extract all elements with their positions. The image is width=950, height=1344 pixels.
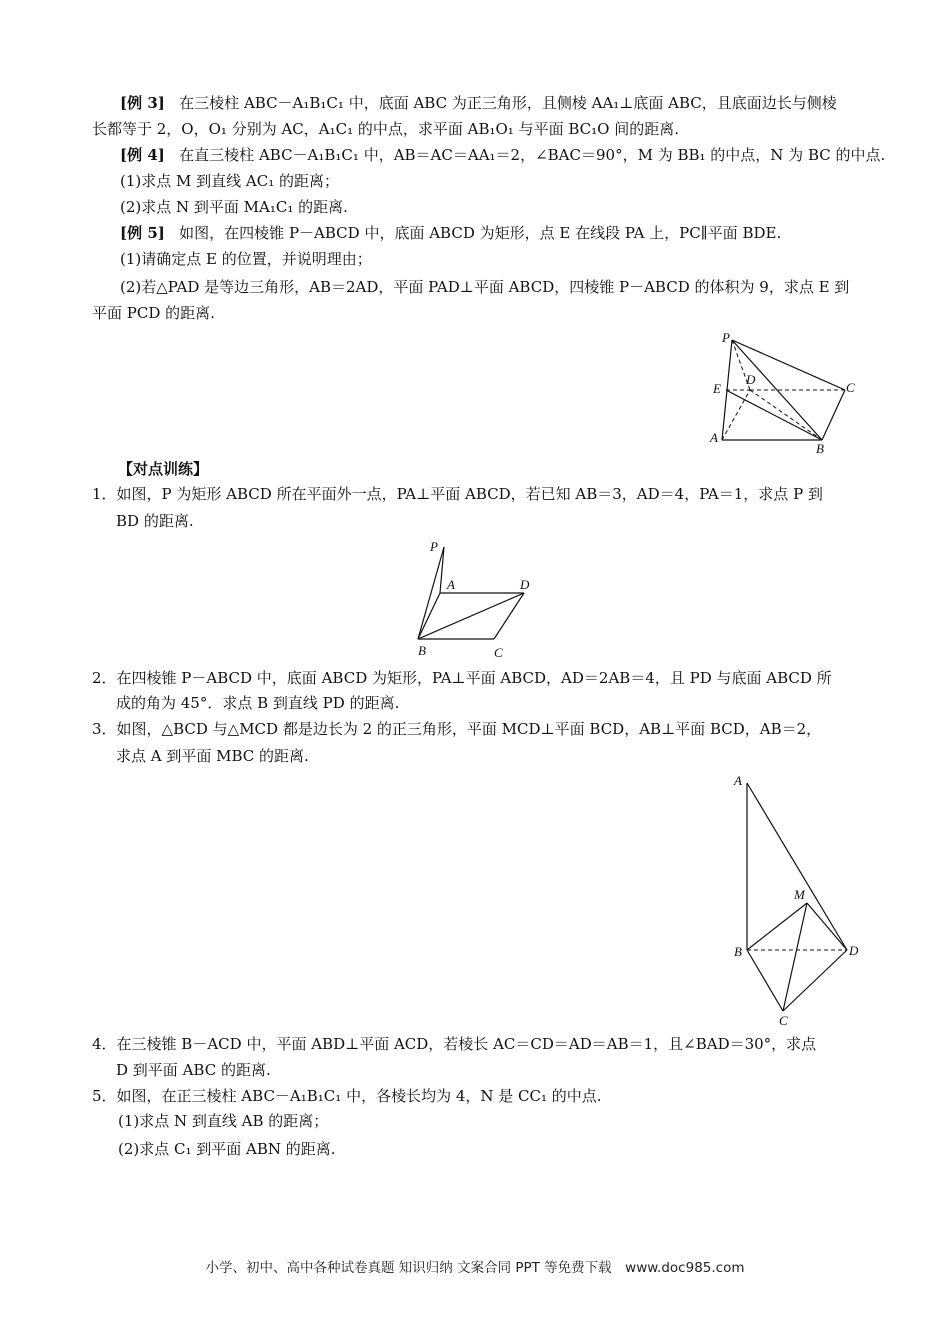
training-heading: 【对点训练】 bbox=[118, 460, 209, 478]
example-5-line-1 bbox=[120, 222, 781, 244]
problem-1-line-1: 1．如图，P 为矩形 ABCD 所在平面外一点，PA⊥平面 ABCD，若已知 AB＝3，AD＝4，PA＝1，求点 P 到 bbox=[92, 485, 823, 503]
problem-4-line-1: 4．在三棱锥 B－ACD 中，平面 ABD⊥平面 ACD，若棱长 AC＝CD＝AD＝AB＝1，且∠BAD＝30°，求点 bbox=[92, 1035, 817, 1053]
problem-5-line-1: 5．如图，在正三棱柱 ABC－A₁B₁C₁ 中，各棱长均为 4，N 是 CC₁ 的中点. bbox=[92, 1087, 602, 1105]
example-3-text: 在三棱柱 ABC－A₁B₁C₁ 中，底面 ABC 为正三角形，且侧棱 AA₁⊥底面 ABC，且底面边长与侧棱 bbox=[179, 94, 837, 112]
example-5-question-2b: 平面 PCD 的距离. bbox=[92, 304, 215, 322]
fig3-label-b: B bbox=[734, 944, 742, 959]
fig-label-b: B bbox=[816, 441, 824, 456]
problem-3-line-1: 3．如图，△BCD 与△MCD 都是边长为 2 的正三角形，平面 MCD⊥平面 BCD，AB⊥平面 BCD，AB＝2， bbox=[92, 720, 822, 738]
rectangle-figure bbox=[400, 535, 540, 665]
example-3-line-1 bbox=[120, 92, 837, 114]
fig3-label-m: M bbox=[794, 887, 805, 902]
example-5-question-1: (1)请确定点 E 的位置，并说明理由； bbox=[120, 250, 372, 268]
pyramid-figure bbox=[700, 328, 870, 458]
problem-4-line-2: D 到平面 ABC 的距离. bbox=[116, 1061, 271, 1079]
example-4-question-1: (1)求点 M 到直线 AC₁ 的距离； bbox=[120, 172, 340, 190]
fig1-label-b: B bbox=[418, 643, 426, 658]
example-3-label: [例 3] bbox=[120, 94, 165, 112]
fig1-label-c: C bbox=[494, 645, 503, 660]
problem-5-question-2: (2)求点 C₁ 到平面 ABN 的距离. bbox=[118, 1140, 336, 1158]
example-4-question-2: (2)求点 N 到平面 MA₁C₁ 的距离. bbox=[120, 198, 348, 216]
problem-2-line-1: 2．在四棱锥 P－ABCD 中，底面 ABCD 为矩形，PA⊥平面 ABCD，AD＝2AB＝4，且 PD 与底面 ABCD 所 bbox=[92, 669, 832, 687]
fig-label-e: E bbox=[713, 381, 721, 396]
example-4-label: [例 4] bbox=[120, 146, 165, 164]
fig-label-a: A bbox=[710, 430, 718, 445]
example-3-line-2: 长都等于 2，O，O₁ 分别为 AC，A₁C₁ 的中点，求平面 AB₁O₁ 与平面 BC₁O 间的距离. bbox=[92, 120, 679, 138]
fig3-label-a: A bbox=[734, 773, 742, 788]
fig1-label-p: P bbox=[430, 539, 438, 554]
example-4-text: 在直三棱柱 ABC－A₁B₁C₁ 中，AB＝AC＝AA₁＝2，∠BAC＝90°，M 为 BB₁ 的中点，N 为 BC 的中点. bbox=[179, 146, 886, 164]
fig1-label-d: D bbox=[520, 577, 530, 592]
fig-label-p: P bbox=[722, 330, 730, 345]
fig3-label-d: D bbox=[849, 943, 859, 958]
fig1-label-a: A bbox=[447, 577, 455, 592]
page-footer: 小学、初中、高中各种试卷真题 知识归纳 文案合同 PPT 等免费下载 www.doc985.com bbox=[205, 1260, 745, 1276]
example-4-line-1 bbox=[120, 144, 885, 166]
problem-3-line-2: 求点 A 到平面 MBC 的距离. bbox=[116, 747, 309, 765]
problem-1-line-2: BD 的距离. bbox=[116, 512, 194, 530]
example-5-label: [例 5] bbox=[120, 224, 165, 242]
example-5-question-2a: (2)若△PAD 是等边三角形，AB＝2AD，平面 PAD⊥平面 ABCD，四棱锥 P－ABCD 的体积为 9，求点 E 到 bbox=[120, 278, 850, 296]
problem-2-line-2: 成的角为 45°．求点 B 到直线 PD 的距离. bbox=[116, 694, 400, 712]
fig-label-c: C bbox=[846, 380, 855, 395]
fig-label-d: D bbox=[746, 372, 756, 387]
example-5-text: 如图，在四棱锥 P－ABCD 中，底面 ABCD 为矩形，点 E 在线段 PA 上，PC∥平面 BDE. bbox=[179, 224, 782, 242]
tetrahedron-figure bbox=[725, 765, 870, 1030]
problem-5-question-1: (1)求点 N 到直线 AB 的距离； bbox=[118, 1112, 329, 1130]
fig3-label-c: C bbox=[779, 1013, 788, 1028]
